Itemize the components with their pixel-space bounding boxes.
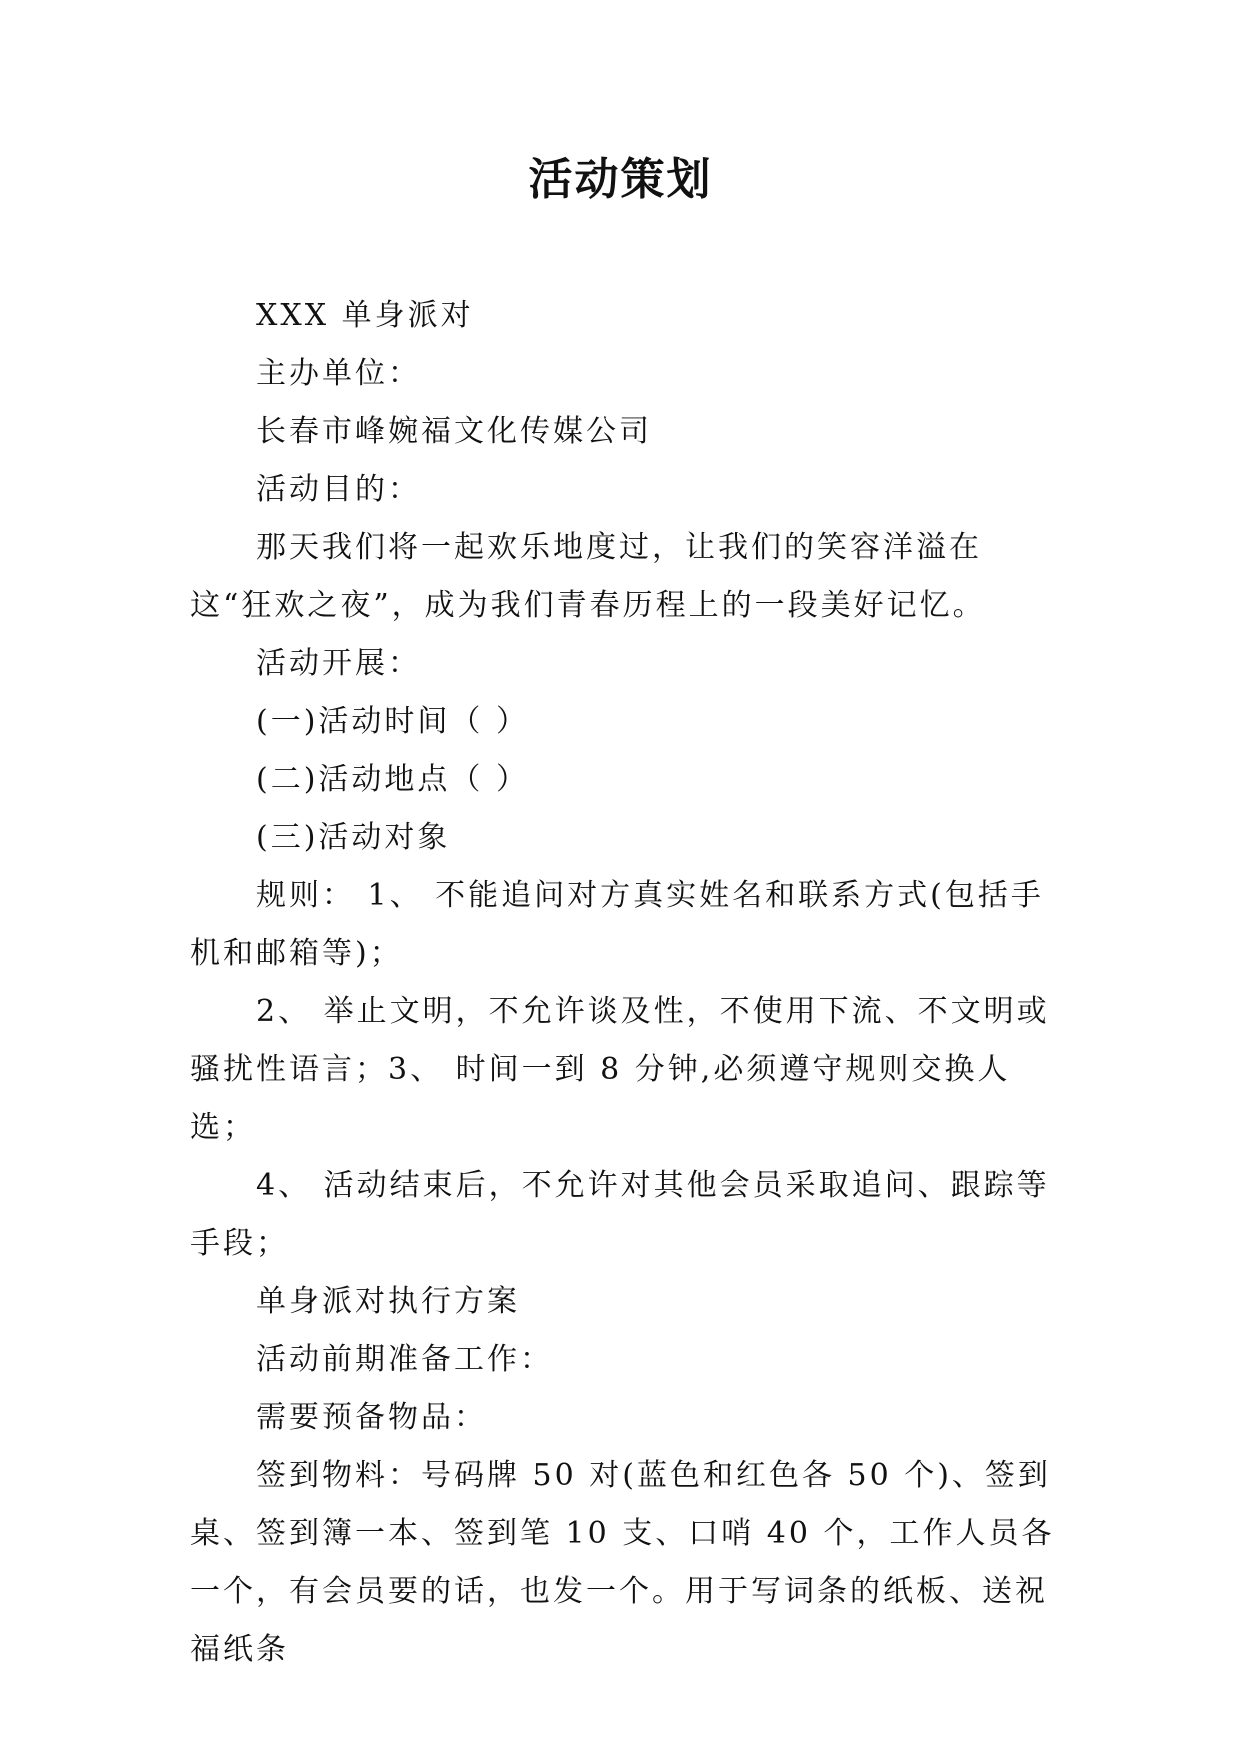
paragraph-activity-place: (二)活动地点（ ） (256, 762, 529, 797)
paragraph-purpose: 那天我们将一起欢乐地度过，让我们的笑容洋溢在这“狂欢之夜”，成为我们青春历程上的一段美好记忆。 (190, 530, 986, 623)
paragraph-plan-heading: 单身派对执行方案 (256, 1284, 520, 1319)
document-title: 活动策划 (528, 154, 713, 205)
paragraph-organizer: 长春市峰婉福文化传媒公司 (256, 414, 652, 449)
paragraph-items-label: 需要预备物品： (256, 1400, 487, 1435)
paragraph-event-name: XXX 单身派对 (256, 298, 474, 333)
paragraph-prep-label: 活动前期准备工作： (256, 1342, 553, 1377)
paragraph-activity-time: (一)活动时间（ ） (256, 704, 529, 739)
paragraph-activity-label: 活动开展： (256, 646, 421, 681)
paragraph-purpose-label: 活动目的： (256, 472, 421, 507)
paragraph-organizer-label: 主办单位： (256, 356, 421, 391)
paragraph-rule-2-3: 2、 举止文明，不允许谈及性，不使用下流、不文明或骚扰性语言；3、 时间一到 8 分钟,必须遵守规则交换人选； (190, 994, 1050, 1145)
paragraph-activity-target: (三)活动对象 (256, 820, 451, 855)
paragraph-signin-items: 签到物料：号码牌 50 对(蓝色和红色各 50 个)、签到桌、签到簿一本、签到笔 10 支、口哨 40 个，工作人员各一个，有会员要的话，也发一个。用于写词条的纸板、送祝福纸条 (190, 1458, 1055, 1667)
document-body (190, 287, 1060, 1679)
paragraph-rule-4: 4、 活动结束后，不允许对其他会员采取追问、跟踪等手段； (190, 1168, 1050, 1261)
paragraph-rule-1: 规则： 1、 不能追问对方真实姓名和联系方式(包括手机和邮箱等)； (190, 878, 1044, 971)
